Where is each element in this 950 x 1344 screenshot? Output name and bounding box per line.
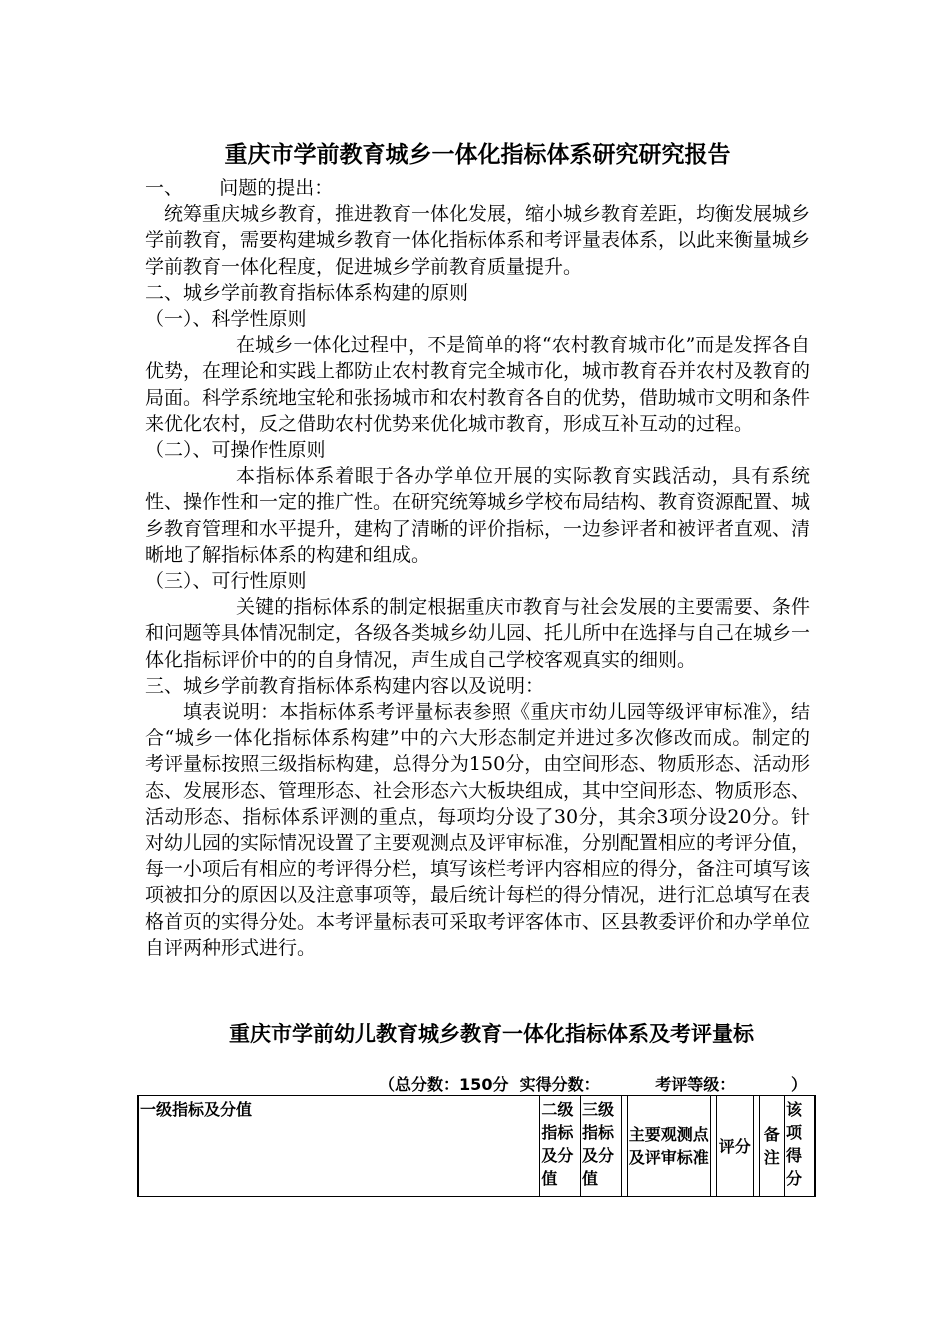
subsection-1-heading: （一）、科学性原则 — [145, 308, 307, 331]
section-1-paragraph: 统筹重庆城乡教育，推进教育一体化发展，缩小城乡教育差距，均衡发展城乡学前教育，需要构建城乡教育一体化指标体系和考评量表体系，以此来衡量城乡学前教育一体化程度，促进城乡学前教育质量提升。 — [145, 203, 811, 278]
table-title: 重庆市学前幼儿教育城乡教育一体化指标体系及考评量标 — [229, 1022, 754, 1046]
evaluation-table — [137, 1095, 816, 1197]
subsection-2-paragraph: 本指标体系着眼于各办学单位开展的实际教育实践活动，具有系统性、操作性和一定的推广性。在研究统筹城乡学校布局结构、教育资源配置、城乡教育管理和水平提升，建构了清晰的评价指标，一边参评者和被评者直观、清晰地了解指标体系的构建和组成。 — [145, 465, 811, 566]
section-3-paragraph: 填表说明：本指标体系考评量标表参照《重庆市幼儿园等级评审标准》，结合“城乡一体化指标体系构建”中的六大形态制定并进过多次修改而成。制定的考评量标按照三级指标构建，总得分为150分，由空间形态、物质形态、活动形态、发展形态、管理形态、社会形态六大板块组成，其中空间形态、物质形态、活动形态、指标体系评测的重点，每项均分设了30分，其余3项分设20分。针对幼儿园的实际情况设置了主要观测点及评审标准，分别配置相应的考评分值，每一小项后有相应的考评得分栏，填写该栏考评内容相应的得分，备注可填写该项被扣分的原因以及注意事项等，最后统计每栏的得分情况，进行汇总填写在表格首页的实得分处。本考评量标表可采取考评客体市、区县教委评价和办学单位自评两种形式进行。 — [145, 701, 811, 959]
header-item-score: 该项得分 — [784, 1096, 815, 1197]
subsection-2-heading: （二）、可操作性原则 — [145, 439, 326, 462]
section-3-heading: 三、城乡学前教育指标体系构建内容以及说明： — [145, 674, 545, 697]
subsection-3-paragraph: 关键的指标体系的制定根据重庆市教育与社会发展的主要需要、条件和问题等具体情况制定，各级各类城乡幼儿园、托儿所中在选择与自己在城乡一体化指标评价中的的自身情况，声生成自己学校客观真实的细则。 — [145, 596, 811, 671]
header-level1-indicator: 一级指标及分值 — [138, 1096, 540, 1197]
header-remarks: 备注 — [759, 1096, 784, 1197]
score-line: （总分数：150分 实得分数： 考评等级： ） — [379, 1075, 807, 1094]
header-score: 评分 — [716, 1096, 753, 1197]
subsection-3-heading: （三）、可行性原则 — [145, 570, 307, 593]
section-2-heading: 二、城乡学前教育指标体系构建的原则 — [145, 281, 469, 304]
header-observation-points: 主要观测点及评审标准 — [627, 1096, 710, 1197]
table-header-row — [138, 1096, 815, 1197]
subsection-1-paragraph: 在城乡一体化过程中，不是简单的将“农村教育城市化”而是发挥各自优势，在理论和实践上都防止农村教育完全城市化，城市教育吞并农村及教育的局面。科学系统地宝轮和张扬城市和农村教育各自的优势，借助城市文明和条件来优化农村，反之借助农村优势来优化城市教育，形成互补互动的过程。 — [145, 334, 811, 435]
header-level3-indicator: 三级指标及分值 — [581, 1096, 622, 1197]
header-level2-indicator: 二级指标及分值 — [540, 1096, 581, 1197]
document-title: 重庆市学前教育城乡一体化指标体系研究研究报告 — [224, 142, 731, 168]
section-1-heading: 一、 问题的提出： — [145, 177, 334, 199]
document-body — [145, 175, 810, 961]
